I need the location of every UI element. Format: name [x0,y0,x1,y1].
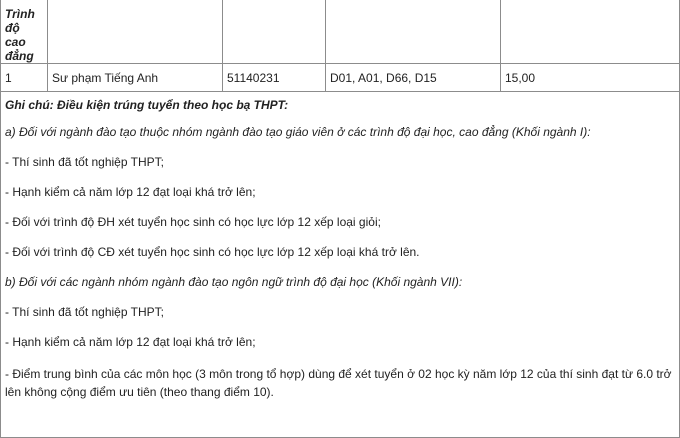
list-item: - Hạnh kiểm cả năm lớp 12 đạt loại khá trở lên; [5,335,256,349]
table-row [1,64,680,92]
list-item: - Thí sinh đã tốt nghiệp THPT; [5,305,164,319]
empty-cell [501,0,680,64]
empty-cell [326,0,501,64]
empty-cell [48,0,223,64]
list-item: - Đối với trình độ ĐH xét tuyển học sinh có học lực lớp 12 xếp loại giỏi; [5,215,381,229]
subject-combinations: D01, A01, D66, D15 [326,64,501,92]
major-name: Sư phạm Tiếng Anh [48,64,223,92]
row-number: 1 [1,64,48,92]
notes-row [1,92,680,438]
list-item: - Thí sinh đã tốt nghiệp THPT; [5,155,164,169]
list-item: - Đối với trình độ CĐ xét tuyển học sinh có học lực lớp 12 xếp loại khá trở lên. [5,245,420,259]
empty-cell [223,0,326,64]
level-row [1,0,680,64]
major-code: 51140231 [223,64,326,92]
group-a-heading: a) Đối với ngành đào tạo thuộc nhóm ngành đào tạo giáo viên ở các trình độ đại học, cao đẳng (Khối ngành I): [5,125,591,139]
level-title: Trình độ cao đẳng [1,0,48,64]
list-item: - Hạnh kiểm cả năm lớp 12 đạt loại khá trở lên; [5,185,256,199]
admission-score: 15,00 [501,64,680,92]
notes-cell [1,92,680,438]
notes-title: Ghi chú: Điều kiện trúng tuyển theo học bạ THPT: [5,98,289,112]
group-b-heading: b) Đối với các ngành nhóm ngành đào tạo ngôn ngữ trình độ đại học (Khối ngành VII): [5,275,463,289]
list-item: - Điểm trung bình của các môn học (3 môn trong tổ hợp) dùng để xét tuyển ở 02 học kỳ năm lớp 12 của thí sinh đạt từ 6.0 trở lên không cộng điểm ưu tiên (theo thang điểm 10). [5,367,672,399]
